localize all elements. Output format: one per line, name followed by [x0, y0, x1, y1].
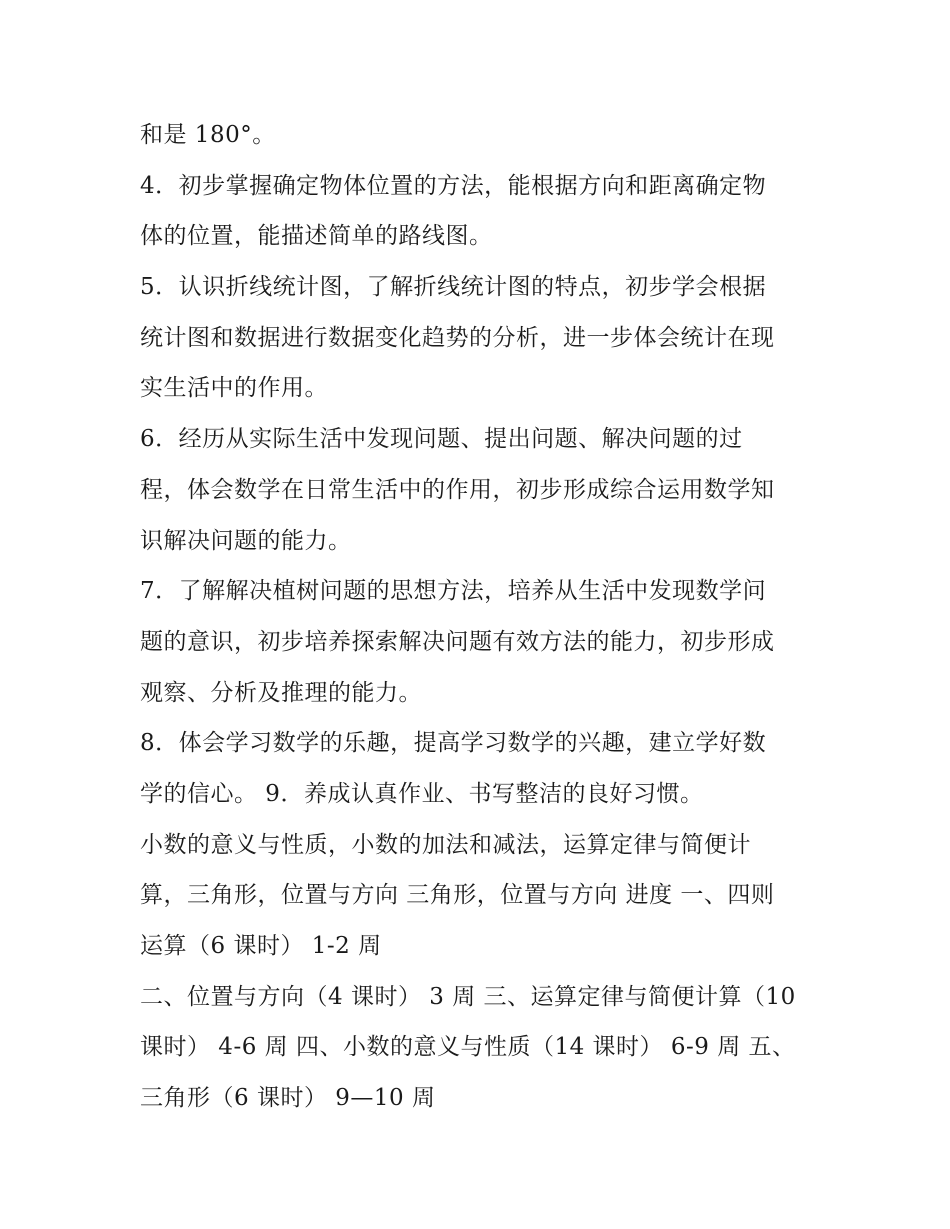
- text-line-17: 运算（6 课时） 1-2 周: [140, 933, 382, 959]
- document-body: [140, 110, 820, 1124]
- text-line-4: 5．认识折线统计图，了解折线统计图的特点，初步学会根据: [140, 274, 767, 301]
- text-line-5: 统计图和数据进行数据变化趋势的分析，进一步体会统计在现: [140, 324, 775, 351]
- text-line-3: 体的位置，能描述简单的路线图。: [140, 223, 493, 250]
- text-line-7: 6．经历从实际生活中发现问题、提出问题、解决问题的过: [140, 426, 743, 453]
- text-line-10: 7．了解解决植树问题的思想方法，培养从生活中发现数学问: [140, 578, 767, 605]
- text-line-20: 三角形（6 课时） 9—10 周: [140, 1085, 436, 1112]
- text-line-6: 实生活中的作用。: [140, 375, 328, 402]
- text-line-1: 和是 180°。: [140, 122, 276, 148]
- text-line-11: 题的意识，初步培养探索解决问题有效方法的能力，初步形成: [140, 628, 775, 655]
- text-line-8: 程，体会数学在日常生活中的作用，初步形成综合运用数学知: [140, 476, 775, 503]
- text-line-16: 算，三角形，位置与方向 三角形，位置与方向 进度 一、四则: [140, 882, 775, 909]
- text-line-18: 二、位置与方向（4 课时） 3 周 三、运算定律与简便计算（10: [140, 983, 796, 1010]
- text-line-19: 课时） 4-6 周 四、小数的意义与性质（14 课时） 6-9 周 五、: [140, 1034, 796, 1061]
- text-line-2: 4．初步掌握确定物体位置的方法，能根据方向和距离确定物: [140, 172, 767, 199]
- text-line-14: 学的信心。 9．养成认真作业、书写整洁的良好习惯。: [140, 780, 704, 807]
- text-line-15: 小数的意义与性质，小数的加法和减法，运算定律与简便计: [140, 831, 751, 858]
- text-line-13: 8．体会学习数学的乐趣，提高学习数学的兴趣，建立学好数: [140, 730, 767, 757]
- text-line-12: 观察、分析及推理的能力。: [140, 679, 422, 706]
- text-line-9: 识解决问题的能力。: [140, 527, 352, 554]
